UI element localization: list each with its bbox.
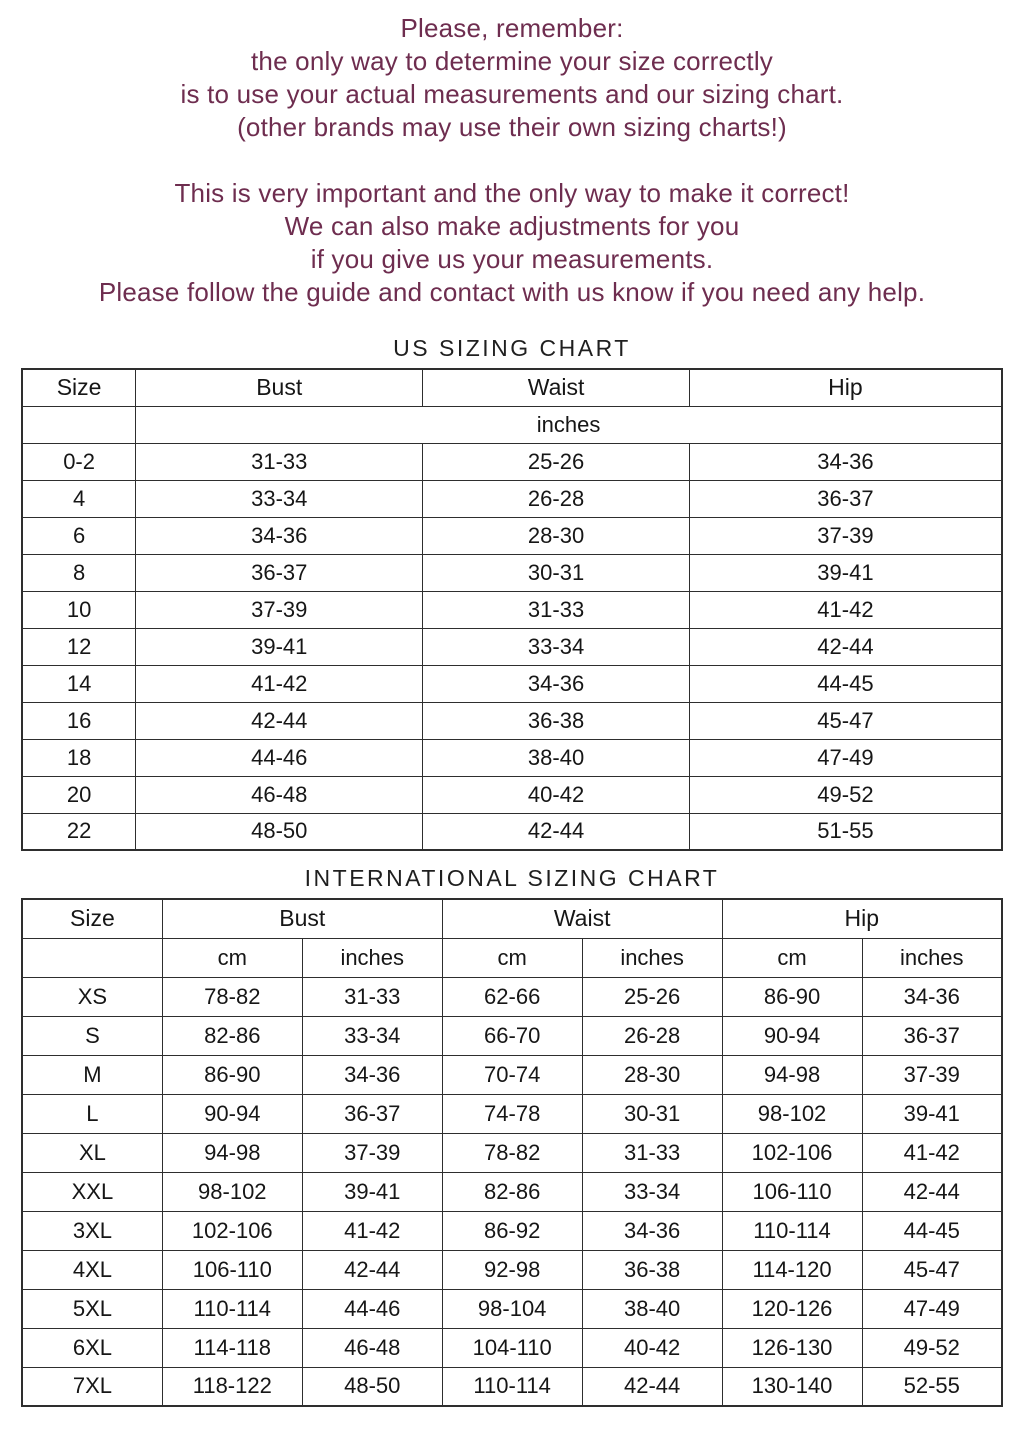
waist-cm-cell: 98-104	[442, 1289, 582, 1328]
bust-cm-label: cm	[162, 938, 302, 977]
size-cell: 20	[22, 776, 136, 813]
intl-unit-row	[22, 938, 1002, 977]
empty-cell	[22, 406, 136, 443]
size-cell: 6	[22, 517, 136, 554]
intl-table-row	[22, 1055, 1002, 1094]
intl-table-row	[22, 1133, 1002, 1172]
bust-inches-cell: 41-42	[302, 1211, 442, 1250]
intl-table-row	[22, 1211, 1002, 1250]
hip-cell: 51-55	[689, 813, 1002, 850]
hip-inches-cell: 36-37	[862, 1016, 1002, 1055]
hip-inches-cell: 52-55	[862, 1367, 1002, 1406]
waist-cm-cell: 66-70	[442, 1016, 582, 1055]
size-cell: 18	[22, 739, 136, 776]
intl-sizing-table	[21, 898, 1003, 1407]
us-unit-label: inches	[136, 406, 1002, 443]
us-header-row	[22, 369, 1002, 406]
us-table-row	[22, 776, 1002, 813]
waist-inches-cell: 28-30	[582, 1055, 722, 1094]
hip-cm-cell: 120-126	[722, 1289, 862, 1328]
intl-table-row	[22, 1250, 1002, 1289]
waist-inches-cell: 26-28	[582, 1016, 722, 1055]
bust-cm-cell: 98-102	[162, 1172, 302, 1211]
us-sizing-table	[21, 368, 1003, 851]
bust-cm-cell: 86-90	[162, 1055, 302, 1094]
waist-inches-cell: 30-31	[582, 1094, 722, 1133]
us-table-row	[22, 443, 1002, 480]
waist-cell: 36-38	[423, 702, 690, 739]
us-table-row	[22, 813, 1002, 850]
size-cell: XS	[22, 977, 162, 1016]
intro-line: Please, remember:	[400, 13, 624, 43]
hip-cell: 42-44	[689, 628, 1002, 665]
intro-line: the only way to determine your size correctly	[251, 46, 773, 76]
intl-table-row	[22, 1016, 1002, 1055]
hip-inches-cell: 45-47	[862, 1250, 1002, 1289]
hip-inches-label: inches	[862, 938, 1002, 977]
hip-inches-cell: 49-52	[862, 1328, 1002, 1367]
bust-cm-cell: 78-82	[162, 977, 302, 1016]
intl-header-hip: Hip	[722, 899, 1002, 938]
intro-line: This is very important and the only way to make it correct!	[174, 178, 850, 208]
bust-cell: 39-41	[136, 628, 423, 665]
hip-cm-cell: 110-114	[722, 1211, 862, 1250]
bust-inches-label: inches	[302, 938, 442, 977]
bust-cm-cell: 94-98	[162, 1133, 302, 1172]
size-cell: 10	[22, 591, 136, 628]
intl-table-row	[22, 1172, 1002, 1211]
bust-cm-cell: 114-118	[162, 1328, 302, 1367]
waist-cm-label: cm	[442, 938, 582, 977]
waist-cell: 28-30	[423, 517, 690, 554]
waist-cm-cell: 70-74	[442, 1055, 582, 1094]
us-table-row	[22, 554, 1002, 591]
hip-cm-cell: 126-130	[722, 1328, 862, 1367]
size-cell: 22	[22, 813, 136, 850]
hip-cm-cell: 90-94	[722, 1016, 862, 1055]
waist-inches-cell: 33-34	[582, 1172, 722, 1211]
intl-chart-title: INTERNATIONAL SIZING CHART	[304, 865, 720, 891]
hip-inches-cell: 39-41	[862, 1094, 1002, 1133]
waist-inches-cell: 25-26	[582, 977, 722, 1016]
waist-cm-cell: 74-78	[442, 1094, 582, 1133]
us-table-row	[22, 665, 1002, 702]
waist-cm-cell: 78-82	[442, 1133, 582, 1172]
bust-cell: 36-37	[136, 554, 423, 591]
hip-cell: 41-42	[689, 591, 1002, 628]
waist-inches-cell: 42-44	[582, 1367, 722, 1406]
us-table-row	[22, 480, 1002, 517]
intl-table-row	[22, 1289, 1002, 1328]
waist-cell: 31-33	[423, 591, 690, 628]
intro-line: (other brands may use their own sizing charts!)	[237, 112, 787, 142]
us-header-size: Size	[22, 369, 136, 406]
waist-cm-cell: 104-110	[442, 1328, 582, 1367]
waist-cm-cell: 110-114	[442, 1367, 582, 1406]
hip-cm-cell: 106-110	[722, 1172, 862, 1211]
intl-table-row	[22, 1094, 1002, 1133]
intl-header-bust: Bust	[162, 899, 442, 938]
hip-cell: 37-39	[689, 517, 1002, 554]
waist-cm-cell: 86-92	[442, 1211, 582, 1250]
waist-inches-cell: 38-40	[582, 1289, 722, 1328]
waist-inches-label: inches	[582, 938, 722, 977]
bust-inches-cell: 42-44	[302, 1250, 442, 1289]
waist-inches-cell: 34-36	[582, 1211, 722, 1250]
bust-inches-cell: 37-39	[302, 1133, 442, 1172]
size-cell: XL	[22, 1133, 162, 1172]
hip-cm-cell: 130-140	[722, 1367, 862, 1406]
hip-inches-cell: 47-49	[862, 1289, 1002, 1328]
paragraph-gap	[0, 144, 1024, 177]
size-cell: XXL	[22, 1172, 162, 1211]
hip-cm-cell: 102-106	[722, 1133, 862, 1172]
hip-cm-cell: 94-98	[722, 1055, 862, 1094]
waist-cell: 26-28	[423, 480, 690, 517]
size-cell: 14	[22, 665, 136, 702]
bust-cell: 34-36	[136, 517, 423, 554]
waist-inches-cell: 36-38	[582, 1250, 722, 1289]
size-cell: 7XL	[22, 1367, 162, 1406]
bust-cm-cell: 110-114	[162, 1289, 302, 1328]
bust-inches-cell: 34-36	[302, 1055, 442, 1094]
bust-cell: 33-34	[136, 480, 423, 517]
intl-table-row	[22, 1367, 1002, 1406]
waist-cell: 42-44	[423, 813, 690, 850]
hip-cm-cell: 98-102	[722, 1094, 862, 1133]
us-header-waist: Waist	[423, 369, 690, 406]
waist-cell: 40-42	[423, 776, 690, 813]
us-table-row	[22, 591, 1002, 628]
intl-header-row	[22, 899, 1002, 938]
waist-cm-cell: 92-98	[442, 1250, 582, 1289]
intro-line: Please follow the guide and contact with us know if you need any help.	[98, 277, 926, 307]
size-cell: 8	[22, 554, 136, 591]
empty-cell	[22, 938, 162, 977]
hip-cell: 44-45	[689, 665, 1002, 702]
waist-cell: 25-26	[423, 443, 690, 480]
size-cell: 16	[22, 702, 136, 739]
bust-cm-cell: 90-94	[162, 1094, 302, 1133]
hip-cell: 47-49	[689, 739, 1002, 776]
bust-inches-cell: 44-46	[302, 1289, 442, 1328]
intl-header-waist: Waist	[442, 899, 722, 938]
bust-inches-cell: 36-37	[302, 1094, 442, 1133]
size-cell: 5XL	[22, 1289, 162, 1328]
bust-cell: 42-44	[136, 702, 423, 739]
size-cell: S	[22, 1016, 162, 1055]
bust-inches-cell: 46-48	[302, 1328, 442, 1367]
us-table-row	[22, 517, 1002, 554]
size-cell: 4XL	[22, 1250, 162, 1289]
bust-cm-cell: 106-110	[162, 1250, 302, 1289]
waist-cell: 30-31	[423, 554, 690, 591]
intro-text	[0, 12, 1024, 309]
waist-inches-cell: 40-42	[582, 1328, 722, 1367]
hip-inches-cell: 34-36	[862, 977, 1002, 1016]
hip-cm-cell: 114-120	[722, 1250, 862, 1289]
hip-cell: 39-41	[689, 554, 1002, 591]
bust-inches-cell: 48-50	[302, 1367, 442, 1406]
bust-inches-cell: 31-33	[302, 977, 442, 1016]
hip-inches-cell: 44-45	[862, 1211, 1002, 1250]
waist-cell: 38-40	[423, 739, 690, 776]
us-header-bust: Bust	[136, 369, 423, 406]
bust-cell: 44-46	[136, 739, 423, 776]
bust-cell: 48-50	[136, 813, 423, 850]
intl-table-row	[22, 977, 1002, 1016]
us-table-row	[22, 739, 1002, 776]
bust-cm-cell: 102-106	[162, 1211, 302, 1250]
size-cell: 3XL	[22, 1211, 162, 1250]
waist-inches-cell: 31-33	[582, 1133, 722, 1172]
bust-cm-cell: 118-122	[162, 1367, 302, 1406]
bust-inches-cell: 39-41	[302, 1172, 442, 1211]
intro-line: is to use your actual measurements and our sizing chart.	[180, 79, 844, 109]
bust-cell: 46-48	[136, 776, 423, 813]
hip-inches-cell: 37-39	[862, 1055, 1002, 1094]
size-cell: 0-2	[22, 443, 136, 480]
hip-cell: 49-52	[689, 776, 1002, 813]
hip-cell: 45-47	[689, 702, 1002, 739]
us-table-row	[22, 702, 1002, 739]
bust-cell: 37-39	[136, 591, 423, 628]
size-cell: L	[22, 1094, 162, 1133]
bust-inches-cell: 33-34	[302, 1016, 442, 1055]
waist-cm-cell: 82-86	[442, 1172, 582, 1211]
waist-cell: 33-34	[423, 628, 690, 665]
size-cell: 6XL	[22, 1328, 162, 1367]
hip-cm-label: cm	[722, 938, 862, 977]
size-cell: 12	[22, 628, 136, 665]
bust-cell: 41-42	[136, 665, 423, 702]
us-header-hip: Hip	[689, 369, 1002, 406]
hip-inches-cell: 41-42	[862, 1133, 1002, 1172]
hip-cell: 36-37	[689, 480, 1002, 517]
intl-table-row	[22, 1328, 1002, 1367]
waist-cm-cell: 62-66	[442, 977, 582, 1016]
intro-line: if you give us your measurements.	[310, 244, 714, 274]
bust-cm-cell: 82-86	[162, 1016, 302, 1055]
size-cell: 4	[22, 480, 136, 517]
hip-cell: 34-36	[689, 443, 1002, 480]
us-table-row	[22, 628, 1002, 665]
bust-cell: 31-33	[136, 443, 423, 480]
waist-cell: 34-36	[423, 665, 690, 702]
hip-inches-cell: 42-44	[862, 1172, 1002, 1211]
intl-header-size: Size	[22, 899, 162, 938]
hip-cm-cell: 86-90	[722, 977, 862, 1016]
intro-line: We can also make adjustments for you	[284, 211, 740, 241]
size-cell: M	[22, 1055, 162, 1094]
us-unit-row	[22, 406, 1002, 443]
us-chart-title: US SIZING CHART	[393, 335, 631, 361]
